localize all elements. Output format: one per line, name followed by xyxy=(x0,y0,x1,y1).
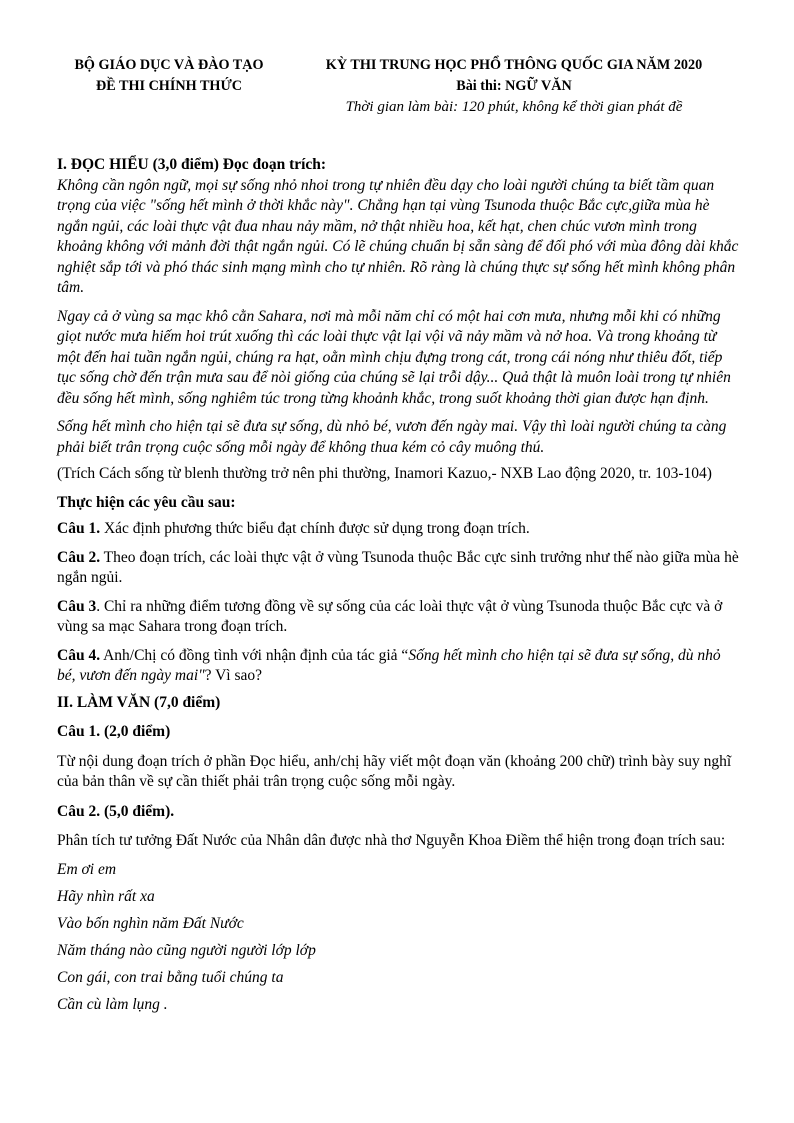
question-1 xyxy=(57,519,742,540)
question-4-label: Câu 4. xyxy=(57,646,101,664)
question-2-label: Câu 2. xyxy=(57,548,101,566)
question-4-quote: Sống hết mình cho hiện tại sẽ đưa sự sống, dù nhỏ bé, vươn đến ngày mai" xyxy=(57,646,721,684)
essay-1-prompt: Từ nội dung đoạn trích ở phần Đọc hiểu, anh/chị hãy viết một đoạn văn (khoảng 200 chữ) trình bày suy nghĩ của bản thân về sự cần thiết phải trân trọng cuộc sống mỗi ngày. xyxy=(57,752,732,790)
passage-paragraph-3: Sống hết mình cho hiện tại sẽ đưa sự sống, dù nhỏ bé, vươn đến ngày mai. Vậy thì loài người chúng ta càng phải biết trân trọng cuộc sống mỗi ngày để không thua kém cỏ cây muông thú. xyxy=(57,418,727,456)
question-4 xyxy=(57,646,742,687)
poem-line: Em ơi em xyxy=(57,860,117,878)
essay-2-prompt: Phân tích tư tưởng Đất Nước của Nhân dân được nhà thơ Nguyễn Khoa Điềm thể hiện trong đoạn trích sau: xyxy=(57,832,726,849)
question-4-post: ? Vì sao? xyxy=(204,667,263,684)
passage-paragraph-1: Không cần ngôn ngữ, mọi sự sống nhỏ nhoi trong tự nhiên đều dạy cho loài người chúng ta biết tầm quan trọng của việc "sống hết mình ở thời khắc này". Chẳng hạn tại vùng Tsunoda thuộc Bắc cực,giữa mùa hè ngắn ngủi, các loài thực vật đua nhau nảy mầm, nở thật nhiều hoa, kết hạt, chen chúc vươn mình trong khoảng không với mảnh đời thật ngắn ngủi. Có lẽ chúng chuẩn bị sẵn sàng để đối phó với mùa đông dài khắc nghiệt sắp tới và phó thác sinh mạng mình cho tự nhiên. Rõ ràng là chúng thực sự sống hết mình không phân tâm. xyxy=(57,176,739,296)
question-4-pre: Anh/Chị có đồng tình với nhận định của tác giả “ xyxy=(100,646,409,664)
question-1-text: Xác định phương thức biểu đạt chính được sử dụng trong đoạn trích. xyxy=(100,520,530,537)
exam-title: KỲ THI TRUNG HỌC PHỔ THÔNG QUỐC GIA NĂM 2020 xyxy=(325,57,703,73)
essay-2-heading: Câu 2. (5,0 điểm). xyxy=(57,802,175,820)
poem-line: Cần cù làm lụng . xyxy=(57,995,168,1013)
question-3 xyxy=(57,597,742,638)
poem-line: Vào bốn nghìn năm Đất Nước xyxy=(57,914,244,932)
exam-body xyxy=(57,155,742,1014)
poem-line: Con gái, con trai bằng tuổi chúng ta xyxy=(57,968,284,986)
exam-duration: Thời gian làm bài: 120 phút, không kể thời gian phát đề xyxy=(345,99,683,115)
essay-1-heading: Câu 1. (2,0 điểm) xyxy=(57,723,171,740)
passage-paragraph-2: Ngay cả ở vùng sa mạc khô cằn Sahara, nơi mà mỗi năm chỉ có một hai cơn mưa, nhưng mỗi khi có những giọt nước mưa hiếm hoi trút xuống thì các loài thực vật lại vội vã nảy mầm và nở hoa. Và trong khoảng từ một đến hai tuần ngắn ngủi, chúng ra hạt, oằn mình chịu đựng trong cát, trong cái nóng như thiêu đốt, tiếp tục sống chờ đến trận mưa sau để nòi giống của chúng sẽ lại trỗi dậy... Quả thật là muôn loài trong tự nhiên đều sống hết mình, sống nghiêm túc trong từng khoảnh khắc, trong suốt khoảng thời gian được hạn định. xyxy=(57,307,731,407)
question-3-label: Câu 3 xyxy=(57,597,97,615)
header-ministry xyxy=(56,55,282,97)
passage-citation: (Trích Cách sống từ blenh thường trở nên phi thường, Inamori Kazuo,- NXB Lao động 2020, tr. 103-104) xyxy=(57,465,712,482)
official-exam-label: ĐỀ THI CHÍNH THỨC xyxy=(96,78,242,94)
question-2-text: Theo đoạn trích, các loài thực vật ở vùng Tsunoda thuộc Bắc cực sinh trưởng như thế nào giữa mùa hè ngắn ngủi. xyxy=(57,548,739,586)
exam-subject: Bài thi: NGỮ VĂN xyxy=(456,78,572,94)
section1-heading: I. ĐỌC HIỂU (3,0 điểm) Đọc đoạn trích: xyxy=(57,156,327,173)
ministry-name: BỘ GIÁO DỤC VÀ ĐÀO TẠO xyxy=(74,57,264,73)
section2-heading: II. LÀM VĂN (7,0 điểm) xyxy=(57,693,221,711)
header-exam xyxy=(290,55,738,118)
poem-excerpt xyxy=(57,860,742,1014)
question-2 xyxy=(57,548,742,589)
poem-line: Năm tháng nào cũng người người lớp lớp xyxy=(57,941,316,959)
question-1-label: Câu 1. xyxy=(57,520,101,537)
tasks-heading: Thực hiện các yêu cầu sau: xyxy=(57,493,236,511)
poem-line: Hãy nhìn rất xa xyxy=(57,887,155,905)
question-3-text: . Chỉ ra những điểm tương đồng về sự sống của các loài thực vật ở vùng Tsunoda thuộc Bắc cực và ở vùng sa mạc Sahara trong đoạn trích. xyxy=(57,597,723,635)
